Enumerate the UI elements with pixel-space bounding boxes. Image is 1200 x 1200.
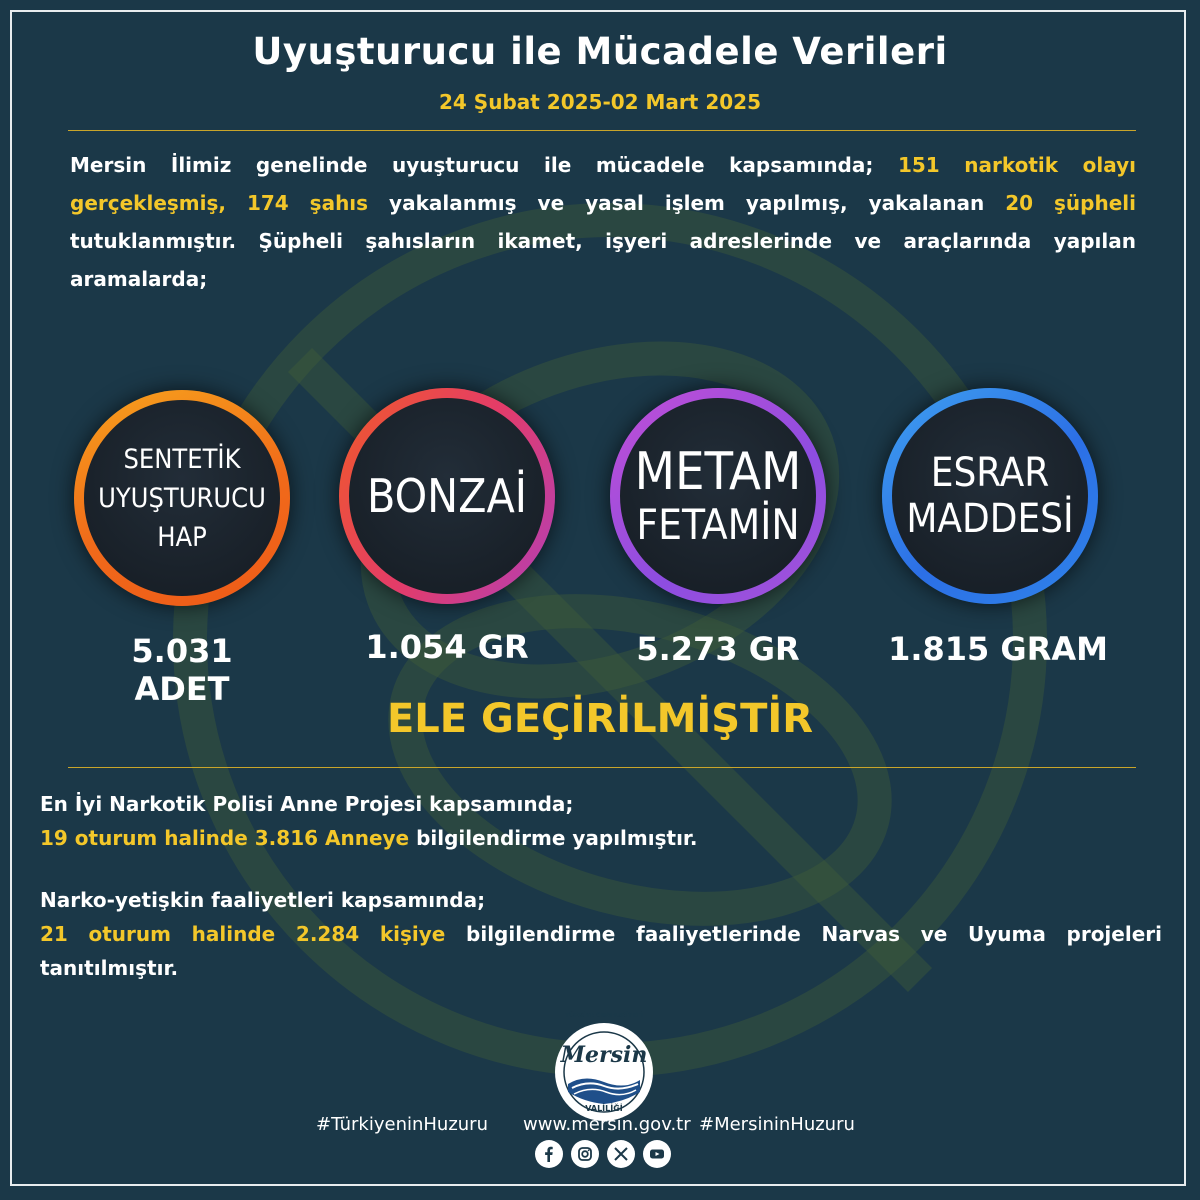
project1-rest: bilgilendirme yapılmıştır. — [409, 826, 698, 850]
intro-text-1: Mersin İlimiz genelinde uyuşturucu ile mücadele kapsamında; — [70, 153, 898, 177]
mother-project-paragraph — [40, 787, 1162, 855]
project1-intro: En İyi Narkotik Polisi Anne Projesi kapsamında; — [40, 792, 574, 816]
hashtag-mersin[interactable]: #MersininHuzuru — [699, 1114, 855, 1135]
logo-name: Mersin — [560, 1042, 648, 1068]
logo-top-text: TÜRKİYE CUMHURİYETİ — [565, 1012, 643, 1019]
website-link[interactable]: www.mersin.gov.tr — [523, 1114, 691, 1135]
divider-top — [68, 130, 1136, 131]
intro-paragraph — [70, 146, 1136, 298]
youtube-icon[interactable] — [643, 1140, 671, 1168]
divider-middle — [68, 767, 1136, 768]
intro-text-3: tutuklanmıştır. Şüpheli şahısların ikamet, işyeri adreslerinde ve araçlarında yapılan aramalarda; — [70, 229, 1136, 291]
badge-label-line: METAM — [634, 442, 802, 502]
intro-highlight-2: 20 şüpheli — [1005, 191, 1136, 215]
intro-text-2: yakalanmış ve yasal işlem yapılmış, yakalanan — [368, 191, 1006, 215]
amount-line: 1.054 GR — [365, 628, 529, 666]
synthetic-pill-badge — [74, 390, 290, 606]
adult-project-paragraph — [40, 883, 1162, 985]
amount-line: 5.273 GR — [636, 630, 800, 668]
amount-line: 5.031 — [131, 632, 233, 670]
amount-line: ADET — [134, 670, 230, 708]
project2-intro: Narko-yetişkin faaliyetleri kapsamında; — [40, 888, 486, 912]
badge-label-line: UYUŞTURUCU — [98, 482, 266, 514]
badge-label-line: MADDESİ — [906, 496, 1074, 542]
bonzai-badge — [339, 388, 555, 604]
project1-highlight: 19 oturum halinde 3.816 Anneye — [40, 826, 410, 850]
facebook-icon[interactable] — [535, 1140, 563, 1168]
hashtag-turkiye[interactable]: #TürkiyeninHuzuru — [316, 1114, 488, 1135]
methamphetamine-amount — [600, 630, 836, 668]
badge-label-line: HAP — [157, 521, 207, 553]
amount-line: 1.815 GRAM — [888, 630, 1108, 668]
intro-highlight-1: 151 narkotik olayı gerçekleşmiş, 174 şahıs — [70, 153, 1136, 215]
social-links — [535, 1140, 671, 1168]
methamphetamine-badge — [610, 388, 826, 604]
seized-heading: ELE GEÇİRİLMİŞTİR — [386, 696, 814, 742]
logo-bottom-text: VALİLİĞİ — [585, 1104, 623, 1113]
badge-label-line: BONZAİ — [367, 469, 527, 523]
date-range: 24 Şubat 2025-02 Mart 2025 — [439, 90, 761, 114]
badge-label-line: FETAMİN — [636, 500, 800, 549]
bonzai-amount — [330, 628, 564, 666]
x-icon[interactable] — [607, 1140, 635, 1168]
cannabis-badge — [882, 388, 1098, 604]
page-title: Uyuşturucu ile Mücadele Verileri — [252, 30, 948, 73]
project2-highlight: 21 oturum halinde 2.284 kişiye — [40, 922, 446, 946]
instagram-icon[interactable] — [571, 1140, 599, 1168]
badge-label-line: SENTETİK — [123, 443, 241, 475]
badge-label-line: ESRAR — [930, 450, 1050, 496]
project2-rest: bilgilendirme faaliyetlerinde Narvas ve Uyuma projeleri tanıtılmıştır. — [40, 922, 1162, 980]
cannabis-amount — [866, 630, 1130, 668]
